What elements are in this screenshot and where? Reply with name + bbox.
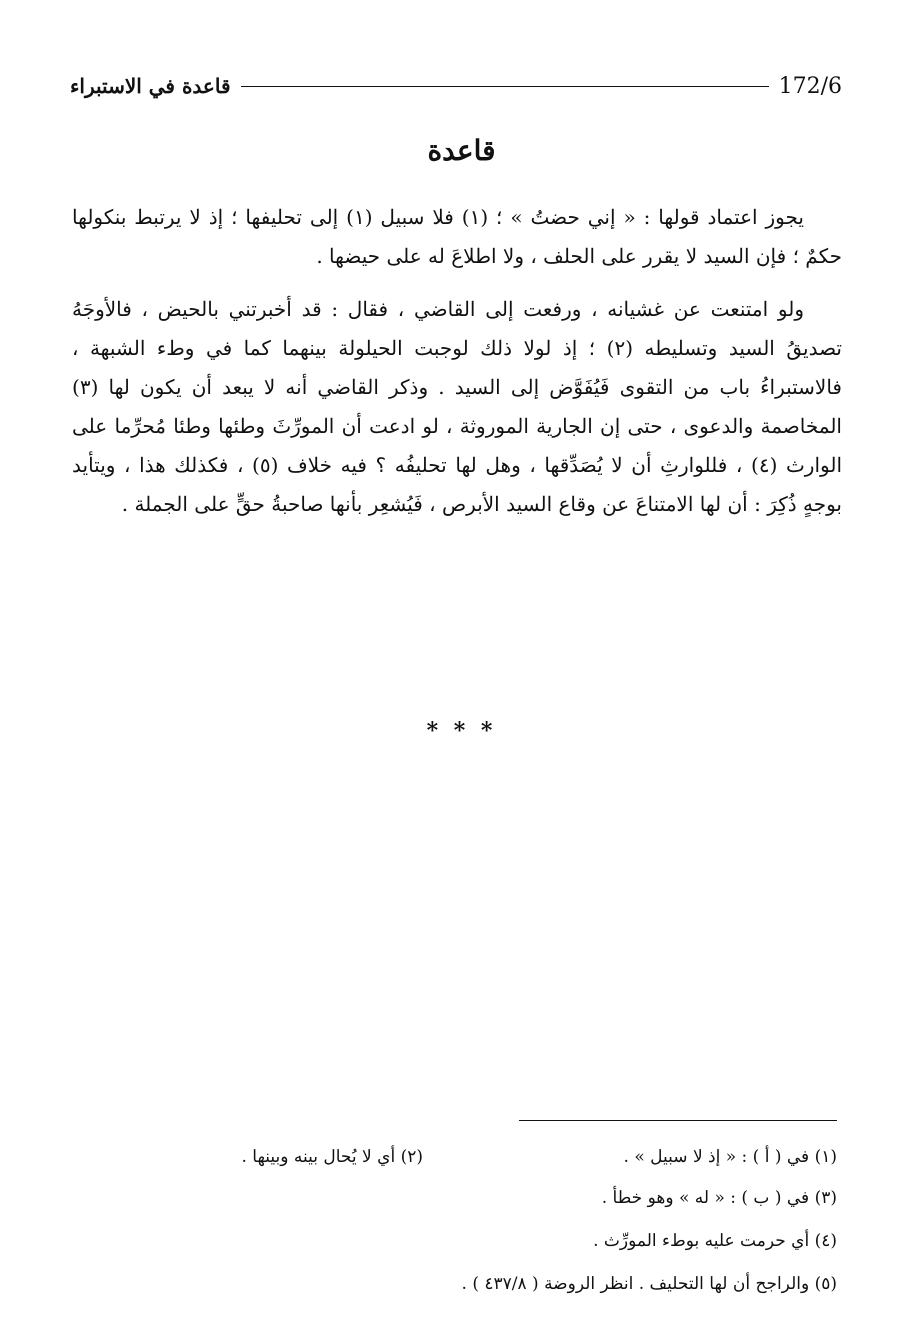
section-title: قاعدة xyxy=(427,134,496,167)
footnote-2: (٢) أي لا يُحال بينه وبينها . xyxy=(241,1147,423,1167)
footnote-5: (٥) والراجح أن لها التحليف . انظر الروضة ( ٤٣٧/٨ ) . xyxy=(461,1274,837,1294)
footnote-rule xyxy=(519,1120,837,1121)
paragraph: يجوز اعتماد قولها : « إني حضتُ » ؛ (١) فلا سبيل (١) إلى تحليفها ؛ إذ لا يرتبط بنكولها حكمٌ ؛ فإن السيد لا يقرر على الحلف ، ولا اطلاعَ له على حيضها . xyxy=(72,205,842,268)
main-text xyxy=(72,198,842,524)
paragraph: ولو امتنعت عن غشيانه ، ورفعت إلى القاضي ، فقال : قد أخبرتني بالحيض ، فالأوجَهُ تصديقُ السيد وتسليطه (٢) ؛ إذ لولا ذلك لوجبت الحيلولة بينهما كما في وطء الشبهة ، فالاستبراءُ باب من التقوى فَيُفَوَّض إلى السيد . وذكر القاضي أنه لا يبعد أن يكون لها (٣) المخاصمة والدعوى ، حتى إن الجارية الموروثة ، لو ادعت أن المورِّثَ وطئها وطئا مُحرِّما على الوارث (٤) ، فللوارثِ أن لا يُصَدِّقها ، وهل لها تحليفُه ؟ فيه خلاف (٥) ، فكذلك هذا ، ويتأيد بوجهٍ ذُكِرَ : أن لها الامتناعَ عن وقاع السيد الأبرص ، فَيُشعِر بأنها صاحبةُ حقٍّ على الجملة . xyxy=(72,297,842,516)
page-number: 172/6 xyxy=(778,73,842,99)
footnote-4: (٤) أي حرمت عليه بوطء المورِّث . xyxy=(593,1231,837,1251)
running-title: قاعدة في الاستبراء xyxy=(70,74,231,98)
footnote-1: (١) في ( أ ) : « إذ لا سبيل » . xyxy=(623,1147,837,1167)
header-rule xyxy=(241,86,769,87)
running-header xyxy=(70,68,842,104)
footnote-3: (٣) في ( ب ) : « له » وهو خطأ . xyxy=(601,1188,837,1208)
section-separator: * * * xyxy=(426,718,497,744)
